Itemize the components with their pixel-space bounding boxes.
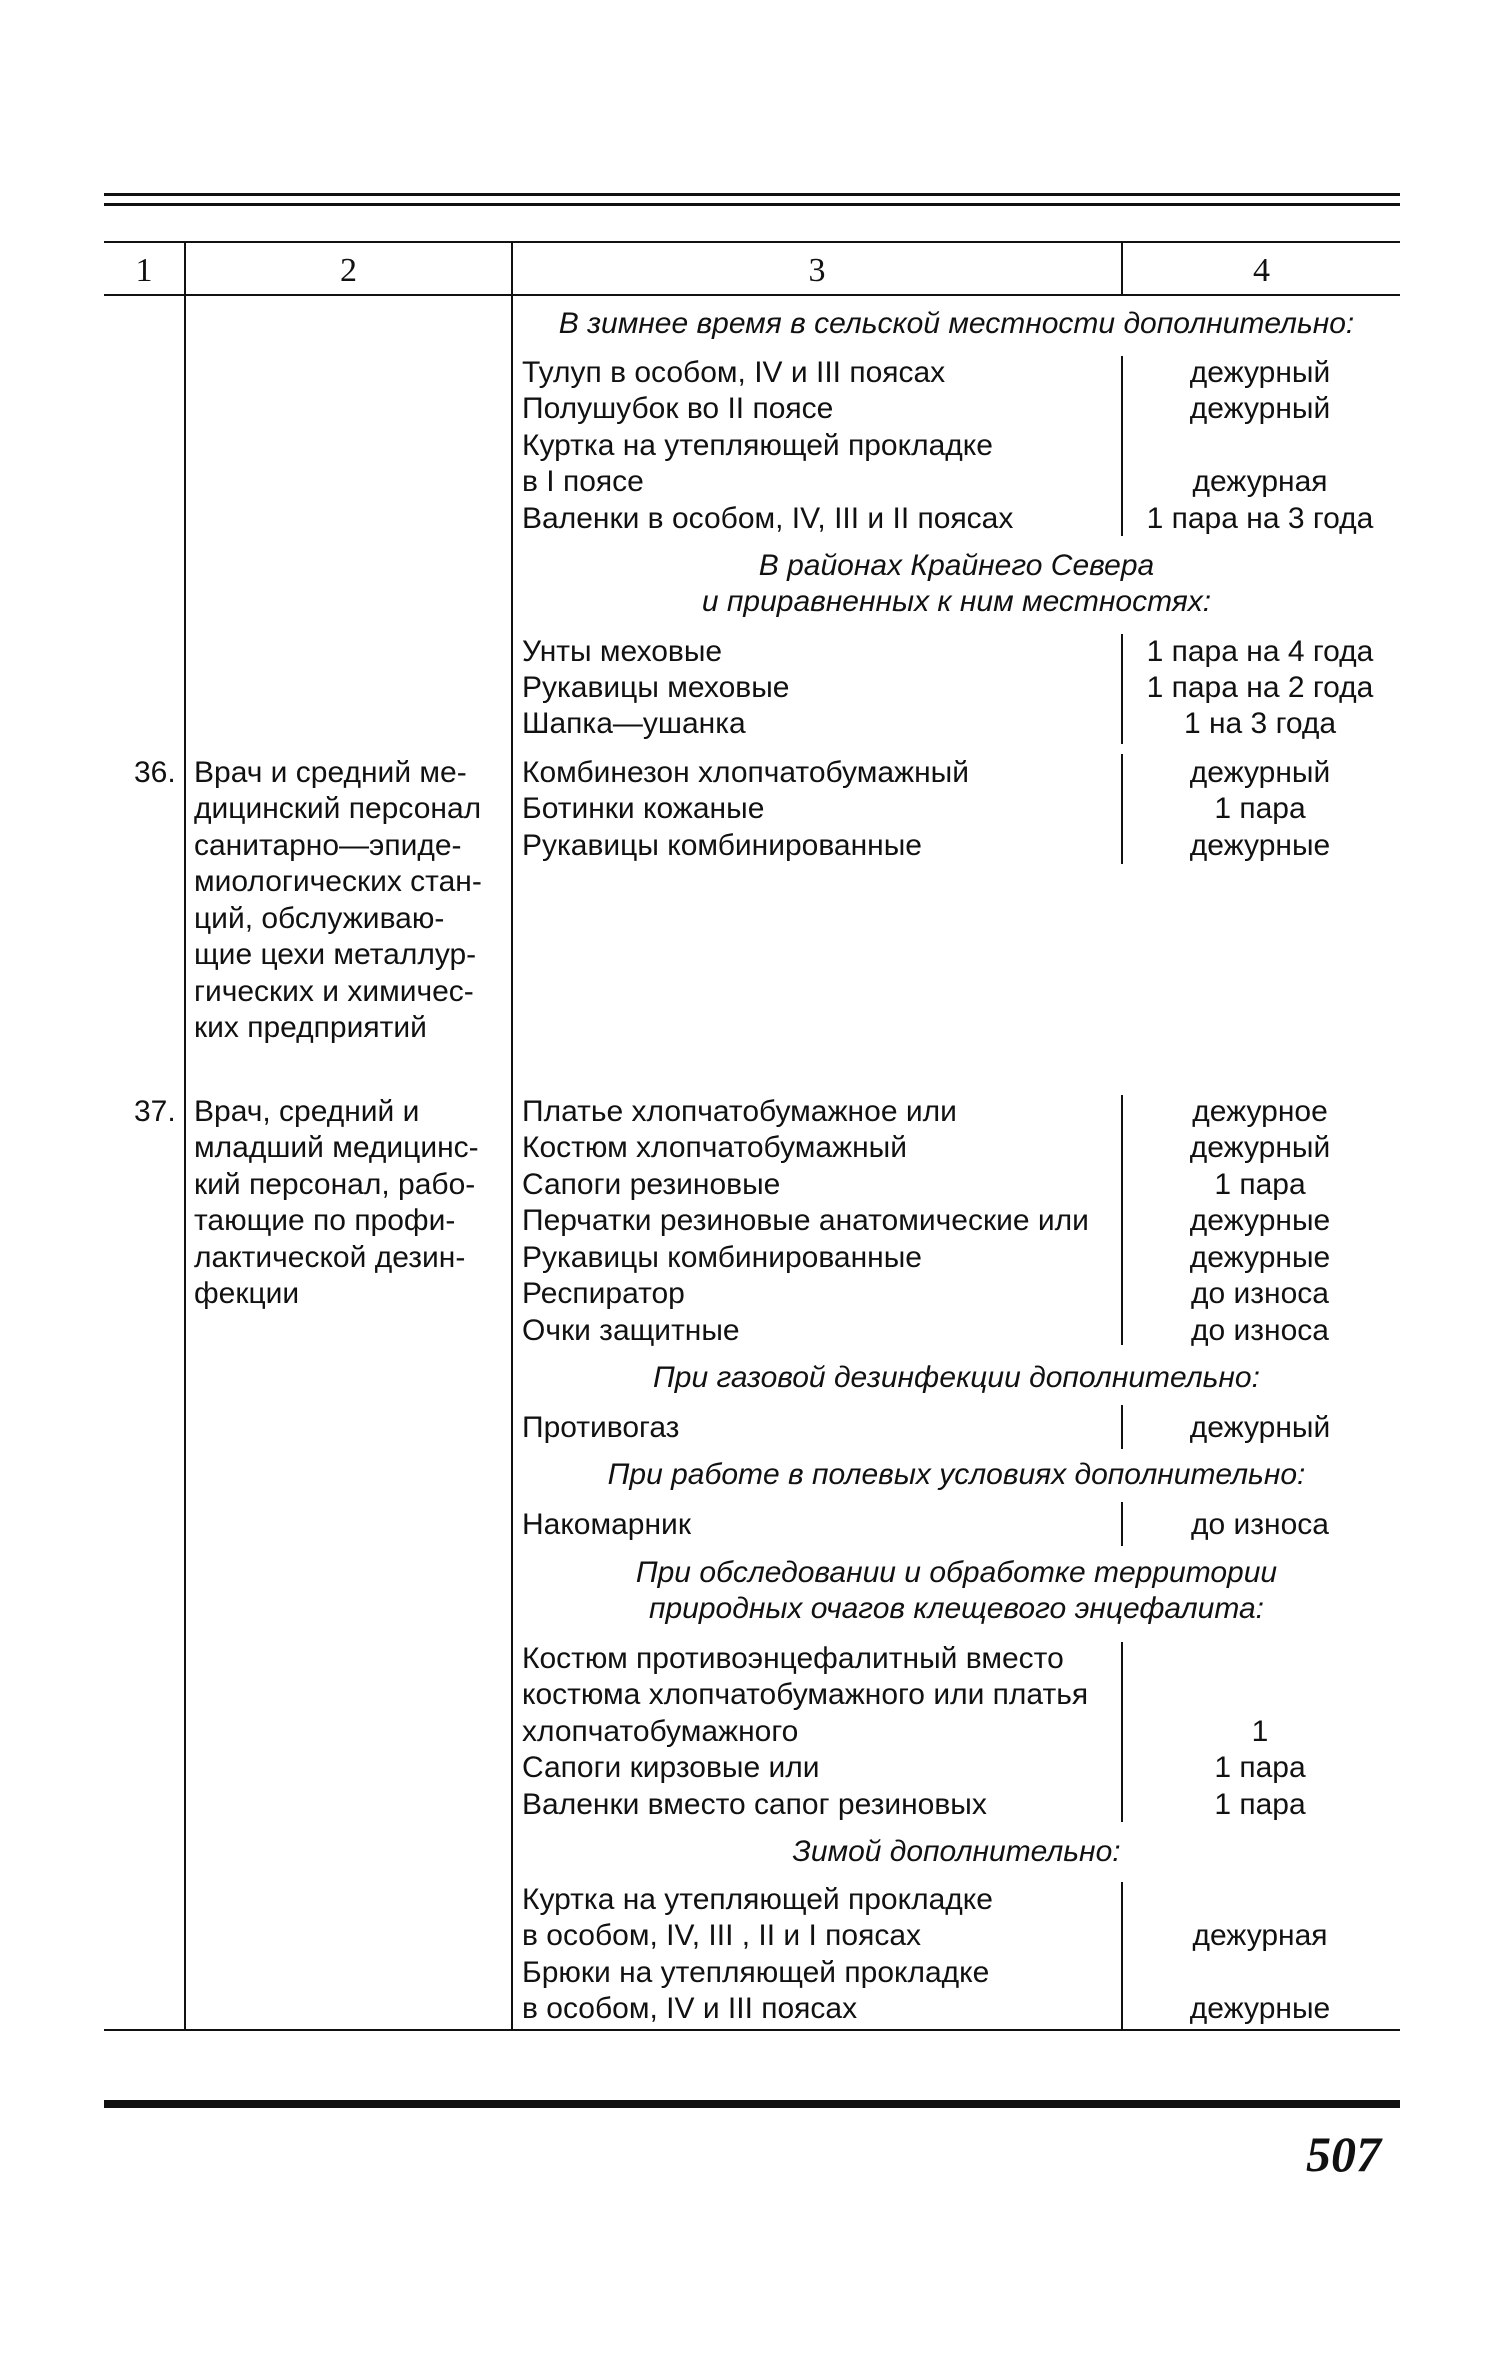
- item-winter-0: Тулуп в особом, IV и III поясах: [522, 356, 946, 389]
- row-36-number: 36.: [134, 756, 176, 789]
- item-winter2-0: Куртка на утепляющей прокладке: [522, 1883, 993, 1916]
- section-heading-tick-1: При обследовании и обработке территории: [635, 1556, 1278, 1589]
- row-37-profession-1: младший медицинс-: [194, 1131, 479, 1164]
- term-winter2-3: дежурные: [1189, 1992, 1331, 2025]
- row-36-profession-7: ких предприятий: [194, 1011, 427, 1044]
- item-winter-2: Куртка на утепляющей прокладке: [522, 429, 993, 462]
- term-tick-2: 1: [1251, 1715, 1269, 1748]
- term-row37-3: дежурные: [1189, 1204, 1331, 1237]
- row-36-profession-2: санитарно—эпиде-: [194, 829, 462, 862]
- term-row36-1: 1 пара: [1214, 792, 1306, 825]
- row-37-profession-2: кий персонал, рабо-: [194, 1168, 476, 1201]
- item-field-0: Накомарник: [522, 1508, 691, 1541]
- item-winter-1: Полушубок во II поясе: [522, 392, 834, 425]
- header-col-4: 4: [1253, 252, 1270, 289]
- item-north-2: Шапка—ушанка: [522, 707, 746, 740]
- term-row36-2: дежурные: [1189, 829, 1331, 862]
- header-col-2: 2: [340, 252, 357, 289]
- top-rule-2: [104, 203, 1400, 206]
- term-row37-4: дежурные: [1189, 1241, 1331, 1274]
- item-winter2-3: в особом, IV и III поясах: [522, 1992, 858, 2025]
- item-winter-4: Валенки в особом, IV, III и II поясах: [522, 502, 1014, 535]
- item-row37-2: Сапоги резиновые: [522, 1168, 781, 1201]
- col-divider-2: [511, 241, 513, 2031]
- term-tick-3: 1 пара: [1214, 1751, 1306, 1784]
- item-row37-0: Платье хлопчатобумажное или: [522, 1095, 957, 1128]
- row-37-number: 37.: [134, 1095, 176, 1128]
- term-row37-6: до износа: [1191, 1314, 1329, 1347]
- col-divider-1: [184, 241, 186, 2031]
- section-heading-gas: При газовой дезинфекции дополнительно:: [653, 1361, 1260, 1394]
- item-winter2-1: в особом, IV, III , II и I поясах: [522, 1919, 922, 1952]
- item-row36-2: Рукавицы комбинированные: [522, 829, 922, 862]
- term-tick-4: 1 пара: [1214, 1788, 1306, 1821]
- term-winter-0: дежурный: [1189, 356, 1331, 389]
- item-row36-1: Ботинки кожаные: [522, 792, 765, 825]
- section-heading-far-north-1: В районах Крайнего Севера: [758, 549, 1155, 582]
- table-bottom-line: [104, 2029, 1400, 2031]
- item-row37-4: Рукавицы комбинированные: [522, 1241, 922, 1274]
- top-rule: [104, 193, 1400, 196]
- section-heading-winter-extra: Зимой дополнительно:: [792, 1835, 1121, 1868]
- header-col-3: 3: [808, 252, 826, 289]
- row-36-profession-5: щие цехи металлур-: [194, 938, 477, 971]
- header-top-line: [104, 241, 1400, 243]
- term-row37-5: до износа: [1191, 1277, 1329, 1310]
- item-north-1: Рукавицы меховые: [522, 671, 790, 704]
- row-36-profession-3: миологических стан-: [194, 865, 482, 898]
- row-36-profession-1: дицинский персонал: [194, 792, 482, 825]
- row-36-profession-6: гических и химичес-: [194, 975, 474, 1008]
- term-north-2: 1 на 3 года: [1183, 707, 1337, 740]
- term-winter-3: дежурная: [1192, 465, 1328, 498]
- section-heading-far-north-2: и приравненных к ним местностях:: [701, 585, 1212, 618]
- item-winter-3: в I поясе: [522, 465, 644, 498]
- item-tick-1: костюма хлопчатобумажного или платья: [522, 1678, 1089, 1711]
- bottom-rule: [104, 2100, 1400, 2108]
- item-row37-5: Респиратор: [522, 1277, 685, 1310]
- item-tick-0: Костюм противоэнцефалитный вместо: [522, 1642, 1064, 1675]
- item-tick-2: хлопчатобумажного: [522, 1715, 799, 1748]
- item-tick-3: Сапоги кирзовые или: [522, 1751, 820, 1784]
- item-row37-1: Костюм хлопчатобумажный: [522, 1131, 907, 1164]
- row-36-profession-0: Врач и средний ме-: [194, 756, 467, 789]
- section-heading-tick-2: природных очагов клещевого энцефалита:: [648, 1592, 1265, 1625]
- section-heading-field: При работе в полевых условиях дополнительно:: [607, 1458, 1306, 1491]
- row-37-profession-3: тающие по профи-: [194, 1204, 456, 1237]
- term-winter2-1: дежурная: [1192, 1919, 1328, 1952]
- row-37-profession-0: Врач, средний и: [194, 1095, 420, 1128]
- item-north-0: Унты меховые: [522, 635, 723, 668]
- term-winter-1: дежурный: [1189, 392, 1331, 425]
- item-winter2-2: Брюки на утепляющей прокладке: [522, 1956, 990, 1989]
- term-winter-4: 1 пара на 3 года: [1146, 502, 1374, 535]
- term-row37-2: 1 пара: [1214, 1168, 1306, 1201]
- header-col-1: 1: [135, 252, 153, 289]
- item-row37-3: Перчатки резиновые анатомические или: [522, 1204, 1089, 1237]
- page-number: 507: [1306, 2126, 1381, 2182]
- row-37-profession-5: фекции: [194, 1277, 300, 1310]
- row-36-profession-4: ций, обслуживаю-: [194, 902, 445, 935]
- term-north-0: 1 пара на 4 года: [1146, 635, 1374, 668]
- item-tick-4: Валенки вместо сапог резиновых: [522, 1788, 987, 1821]
- term-row36-0: дежурный: [1189, 756, 1331, 789]
- term-north-1: 1 пара на 2 года: [1146, 671, 1374, 704]
- term-field-0: до износа: [1191, 1508, 1329, 1541]
- row-37-profession-4: лактической дезин-: [194, 1241, 466, 1274]
- section-heading-winter-rural: В зимнее время в сельской местности дополнительно:: [558, 307, 1355, 340]
- header-bottom-line: [104, 294, 1400, 296]
- term-gas-0: дежурный: [1189, 1411, 1331, 1444]
- term-row37-1: дежурный: [1189, 1131, 1331, 1164]
- item-gas-0: Противогаз: [522, 1411, 680, 1444]
- term-row37-0: дежурное: [1192, 1095, 1328, 1128]
- item-row37-6: Очки защитные: [522, 1314, 740, 1347]
- item-row36-0: Комбинезон хлопчатобумажный: [522, 756, 969, 789]
